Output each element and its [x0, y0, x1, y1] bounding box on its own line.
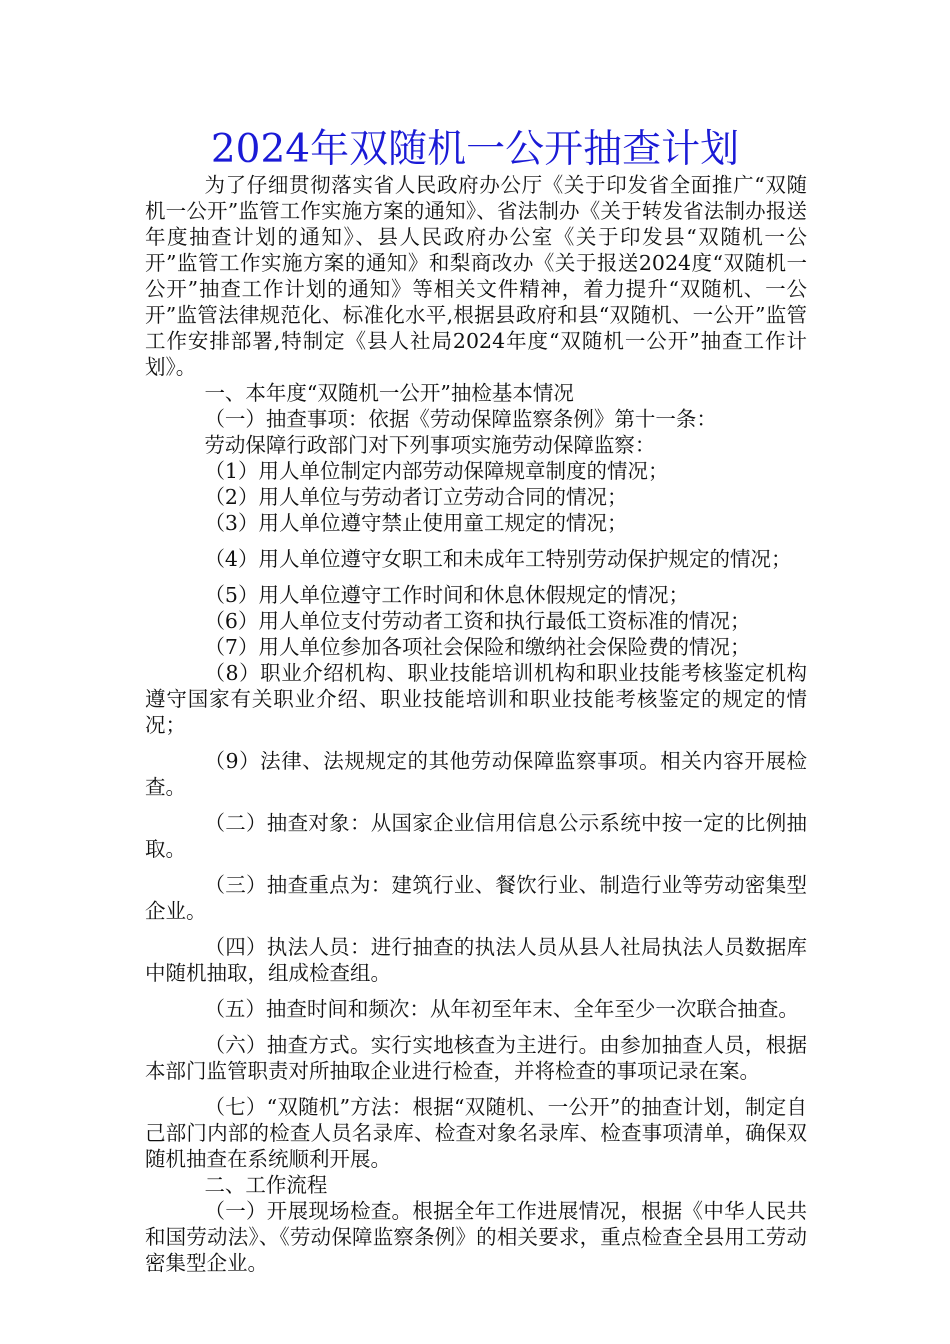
- paragraph-field-inspection: （一）开展现场检查。根据全年工作进展情况，根据《中华人民共和国劳动法》、《劳动保障监察条例》的相关要求，重点检查全县用工劳动密集型企业。: [145, 1199, 807, 1275]
- paragraph-double-random-method: （七）“双随机”方法：根据“双随机、一公开”的抽查计划，制定自己部门内部的检查人员名录库、检查对象名录库、检查事项清单，确保双随机抽查在系统顺利开展。: [145, 1095, 807, 1171]
- list-item: （3）用人单位遵守禁止使用童工规定的情况；: [204, 511, 628, 535]
- paragraph-enforcement-staff: （四）执法人员：进行抽查的执法人员从县人社局执法人员数据库中随机抽取，组成检查组。: [145, 935, 807, 985]
- paragraph-check-targets: （二）抽查对象：从国家企业信用信息公示系统中按一定的比例抽取。: [145, 811, 807, 861]
- list-item: （1）用人单位制定内部劳动保障规章制度的情况；: [204, 459, 669, 483]
- paragraph-check-items: （一）抽查事项：依据《劳动保障监察条例》第十一条：: [204, 407, 717, 431]
- list-item: （9）法律、法规规定的其他劳动保障监察事项。相关内容开展检查。: [145, 749, 807, 799]
- section-heading-1: 一、本年度“双随机一公开”抽检基本情况: [204, 381, 574, 405]
- paragraph-supervision-intro: 劳动保障行政部门对下列事项实施劳动保障监察：: [204, 433, 656, 457]
- intro-paragraph: 为了仔细贯彻落实省人民政府办公厅《关于印发省全面推广“双随机一公开”监管工作实施方案的通知》、省法制办《关于转发省法制办报送年度抽查计划的通知》、县人民政府办公室《关于印发县“双随机一公开”监管工作实施方案的通知》和梨商改办《关于报送2024度“双随机一公开”抽查工作计划的通知》等相关文件精神，着力提升“双随机、一公开”监管法律规范化、标准化水平,根据县政府和县“双随机、一公开”监管工作安排部署,特制定《县人社局2024年度“双随机一公开”抽查工作计划》。: [145, 173, 807, 379]
- document-body: [145, 172, 807, 1276]
- document-title: 2024年双随机一公开抽查计划: [210, 127, 740, 172]
- list-item: （7）用人单位参加各项社会保险和缴纳社会保险费的情况；: [204, 635, 751, 659]
- list-item: （4）用人单位遵守女职工和未成年工特别劳动保护规定的情况；: [204, 547, 792, 571]
- paragraph-check-method: （六）抽查方式。实行实地核查为主进行。由参加抽查人员，根据本部门监管职责对所抽取企业进行检查，并将检查的事项记录在案。: [145, 1033, 807, 1083]
- paragraph-check-frequency: （五）抽查时间和频次：从年初至年末、全年至少一次联合抽查。: [204, 997, 799, 1021]
- paragraph-check-focus: （三）抽查重点为：建筑行业、餐饮行业、制造行业等劳动密集型企业。: [145, 873, 807, 923]
- list-item: （6）用人单位支付劳动者工资和执行最低工资标准的情况；: [204, 609, 751, 633]
- list-item: （8）职业介绍机构、职业技能培训机构和职业技能考核鉴定机构遵守国家有关职业介绍、职业技能培训和职业技能考核鉴定的规定的情况；: [145, 661, 807, 737]
- section-heading-2: 二、工作流程: [204, 1173, 328, 1197]
- list-item: （5）用人单位遵守工作时间和休息休假规定的情况；: [204, 583, 689, 607]
- list-item: （2）用人单位与劳动者订立劳动合同的情况；: [204, 485, 628, 509]
